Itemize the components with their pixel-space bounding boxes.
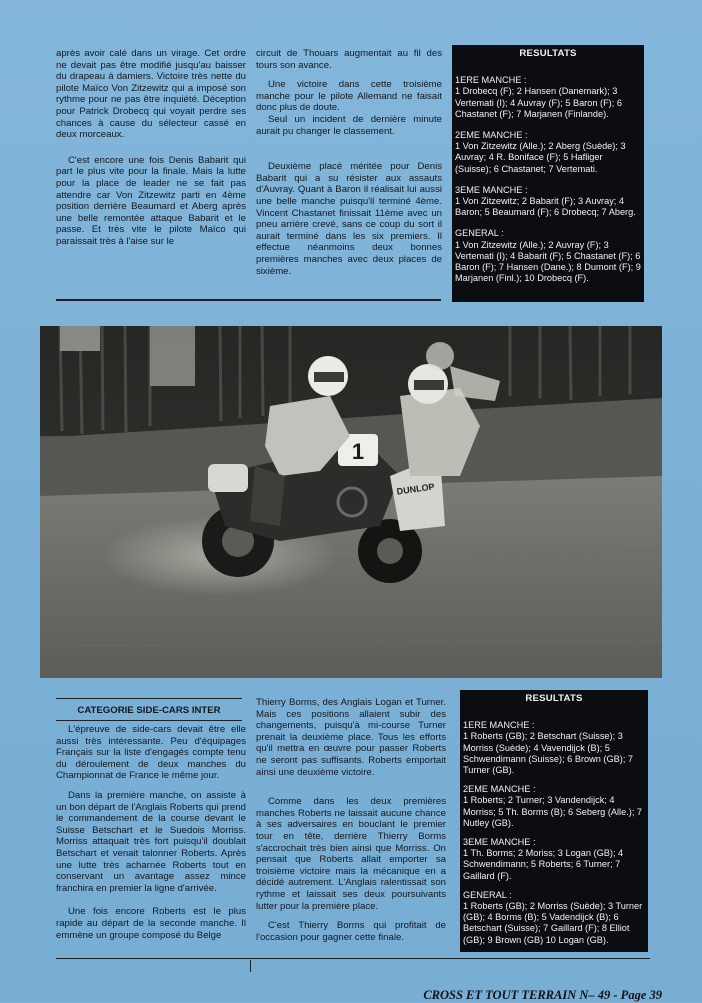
results-text: 1 Von Zitzewitz; 2 Babarit (F); 3 Auvray; 4 Baron; 5 Beaumard (F); 6 Drobecq; 7 Aberg. (455, 196, 636, 218)
results-text: 1 Roberts; 2 Turner; 3 Vandendijck; 4 Morriss; 5 Th. Borms (B); 6 Seberg (Alle.); 7 Nutley (GB). (463, 795, 643, 828)
results-box-sidecar (460, 690, 648, 952)
results-text: 1 Th. Borms; 2 Moriss; 3 Logan (GB); 4 Schwendimann; 5 Roberts; 6 Turner; 7 Gaillard (F). (463, 848, 624, 881)
sidecar-sponsor-text: DUNLOP (396, 481, 436, 497)
results-section (460, 890, 648, 946)
sidecar-photo-illustration (40, 326, 662, 678)
results-label: 3EME MANCHE : (463, 837, 536, 848)
paragraph: Une victoire dans cette troisième manche pour le pilote Allemand ne faisait donc plus de doute. (256, 79, 442, 114)
section-heading: CATEGORIE SIDE-CARS INTER (77, 705, 221, 716)
results-section (452, 228, 644, 284)
paragraph: Dans la première manche, on assiste à un bon départ de l'Anglais Roberts qui prend le commandement de la course devant le Suisse Betschart et le Suedois Morriss. Morriss attaquait très fort puisqu'il doublait Betschart et venait talonner Roberts. Après une lutte très acharnée Roberts tout en conservant un avantage assez mince franchira en premier la ligne d'arrivée. (56, 789, 246, 894)
paragraph: Deuxième placé méritée pour Denis Babarit qui a su résister aux assauts d'Auvray. Quant à Baron il réalisait lui aussi une belle manche puisqu'il terminé 4ème. Vincent Chastanet finissait 11ème avec un pneu arrière crevé, sans ce coup du sort il aurait terminé dans les six premiers. Il effectue néanmoins deux bonnes premières manches avec deux places de sixième. (256, 161, 442, 277)
results-label: 1ERE MANCHE : (463, 720, 535, 731)
results-label: GENERAL : (455, 228, 504, 239)
paragraph: Une fois encore Roberts est le plus rapide au départ de la seconde manche. Il emmène un groupe composé du Belge (56, 906, 246, 941)
section-top-rule (56, 698, 242, 699)
results-title: RESULTATS (519, 48, 577, 59)
results-section (460, 720, 648, 776)
results-text: 1 Roberts (GB); 2 Betschart (Suisse); 3 Morriss (Suède); 4 Vavendijck (B); 5 Schwendimann (Suisse); 6 Brown (GB); 7 Turner (GB). (463, 731, 634, 776)
footer-rule (56, 958, 650, 959)
bottom-column-2 (256, 697, 446, 951)
results-label: 2EME MANCHE : (463, 784, 536, 795)
results-section (452, 185, 644, 219)
paragraph: C'est encore une fois Denis Babarit qui part le plus vite pour la finale. Mais la lutte pour la place de leader ne se fait pas attendre car Von Zitzewitz parti en 4ème position derrière Beaumard et Aberg après une belle remontée attaque Babarit et le passe. Et très vite le pilote Maïco qui paraissait très à l'aise sur le (56, 154, 246, 247)
results-label: 1ERE MANCHE : (455, 75, 527, 86)
paragraph: C'est Thierry Borms qui profitait de l'occasion pour gagner cette finale. (256, 920, 446, 943)
results-label: 2EME MANCHE : (455, 130, 528, 141)
paragraph: Comme dans les deux premières manches Roberts ne laissait aucune chance à ses adversaires en bouclant le premier tour en tête, derrière Thierry Borms s'accrochait très bien ainsi que Morriss. On pensait que Roberts allait emporter sa troisième victoire mais la mécanique en a décidé autrement. L'Anglais ralentissait son rythme et laissait ses deux poursuivants lutter pour la première place. (256, 796, 446, 912)
results-section (452, 75, 644, 120)
column-divider (250, 960, 251, 972)
paragraph: après avoir calé dans un virage. Cet ordre ne devait pas être modifié jusqu'au baisser du drapeau à damiers. Victoire très nette du pilote Maïco Von Zitzewitz qui a imposé son rythme pour ne pas être inquiété. Déception pour Patrick Drobecq qui voyait perdre ses chances à cause du sélecteur cassé en deux morceaux. (56, 48, 246, 141)
paragraph: Seul un incident de dernière minute aurait pu changer le classement. (256, 113, 442, 137)
results-label: GENERAL : (463, 889, 512, 900)
bottom-column-1 (56, 724, 246, 949)
paragraph: Thierry Borms, des Anglais Logan et Turner. Mais ces positions allaient subir des changements, puisqu'à mi-course Turner prenait la deuxième place. Tous les efforts qu'il mettra en œuvre pour passer Roberts ne seront pas suffisants. Roberts emportait ainsi une deuxième victoire. (256, 697, 446, 778)
results-text: 1 Drobecq (F); 2 Hansen (Danemark); 3 Vertemati (I); 4 Auvray (F); 5 Baron (F); 6 Chastanet (F); 7 Marjanen (Finlande). (455, 86, 622, 119)
divider-rule (56, 299, 441, 301)
results-section (460, 837, 648, 882)
number-plate-number: 1 (351, 439, 365, 464)
results-box-solo (452, 45, 644, 302)
results-text: 1 Von Zitzewitz (Alle.); 2 Auvray (F); 3 Vertemati (I); 4 Babarit (F); 5 Chastanet (F); 6 Baron (F); 7 Hansen (Dane.); 8 Dumont (F); 9 Marjanen (Finl.); 10 Drobecq (F). (455, 239, 641, 284)
results-title: RESULTATS (525, 693, 583, 704)
page-footer: CROSS ET TOUT TERRAIN N– 49 - Page 39 (423, 988, 662, 1002)
section-bottom-rule (56, 720, 242, 721)
sidecar-race-photo (40, 326, 662, 678)
results-label: 3EME MANCHE : (455, 184, 528, 195)
results-text: 1 Von Zitzewitz (Alle.); 2 Aberg (Suède); 3 Auvray; 4 R. Boniface (F); 5 Hafliger (Suisse); 6 Chastanet; 7 Vertemati. (455, 141, 626, 174)
paragraph: circuit de Thouars augmentait au fil des tours son avance. (256, 48, 442, 71)
paragraph: L'épreuve de side-cars devait être elle aussi très intéressante. Peu d'équipages Français sur la liste d'engagés compte tenu du déroulement de deux manches du Championnat de France le même jour. (56, 724, 246, 782)
top-column-1 (56, 48, 246, 256)
top-column-2 (256, 48, 442, 285)
results-section (452, 130, 644, 175)
results-section (460, 784, 648, 829)
results-text: 1 Roberts (GB); 2 Morriss (Suède); 3 Turner (GB); 4 Borms (B); 5 Vadendijck (B); 6 Betschart (Suisse); 7 Gaillard (F); 8 Elliot (GB); 9 Brown (GB) 10 Logan (GB). (463, 901, 643, 945)
